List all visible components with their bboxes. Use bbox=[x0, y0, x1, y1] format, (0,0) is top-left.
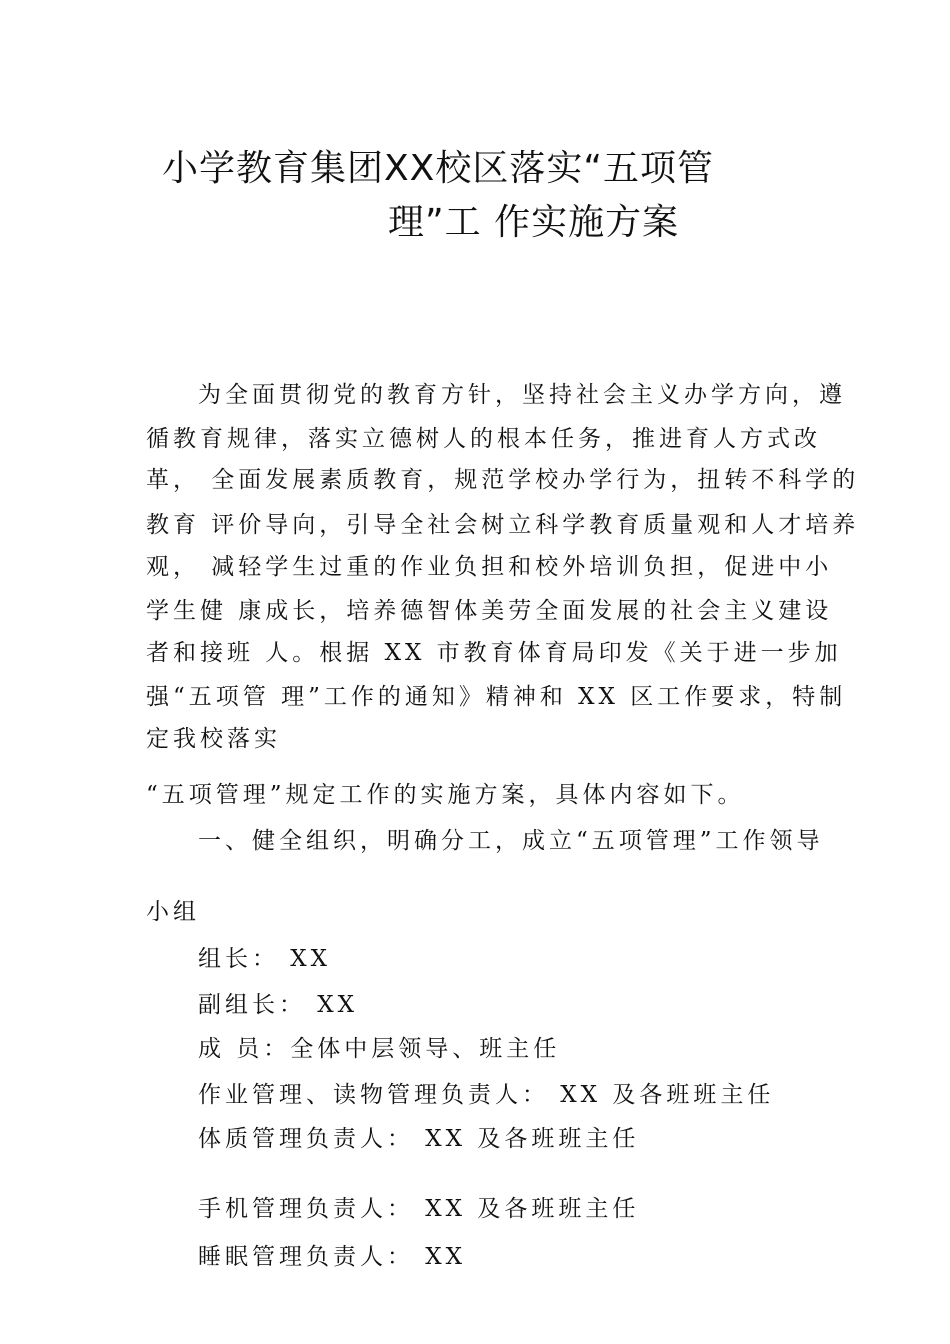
member-line-homework-reading: 作业管理、读物管理负责人： XX 及各班班主任 bbox=[198, 1082, 775, 1108]
paragraph-line: 者和接班 人。根据 XX 市教育体育局印发《关于进一步加 bbox=[146, 640, 842, 666]
paragraph-line: 强“五项管 理”工作的通知》精神和 XX 区工作要求，特制 bbox=[146, 684, 847, 710]
paragraph-line: “五项管理”规定工作的实施方案，具体内容如下。 bbox=[146, 782, 745, 808]
paragraph-line: 观， 减轻学生过重的作业负担和校外培训负担，促进中小 bbox=[146, 554, 833, 580]
member-line-phone: 手机管理负责人： XX 及各班班主任 bbox=[198, 1196, 640, 1222]
paragraph-line: 为全面贯彻党的教育方针，坚持社会主义办学方向，遵 bbox=[198, 382, 846, 408]
section-heading-continuation: 小组 bbox=[146, 899, 200, 925]
member-line-physical: 体质管理负责人： XX 及各班班主任 bbox=[198, 1126, 640, 1152]
paragraph-line: 学生健 康成长，培养德智体美劳全面发展的社会主义建设 bbox=[146, 598, 833, 624]
paragraph-line: 定我校落实 bbox=[146, 726, 281, 752]
paragraph-line: 革， 全面发展素质教育，规范学校办学行为，扭转不科学的 bbox=[146, 467, 860, 493]
member-line-sleep: 睡眠管理负责人： XX bbox=[198, 1244, 467, 1270]
member-line-deputy-leader: 副组长： XX bbox=[198, 992, 359, 1018]
member-line-leader: 组长： XX bbox=[198, 946, 332, 972]
member-line-members: 成 员：全体中层领导、班主任 bbox=[198, 1036, 561, 1062]
document-title-line-1: 小学教育集团XX校区落实“五项管 bbox=[162, 148, 714, 189]
paragraph-line: 循教育规律，落实立德树人的根本任务，推进育人方式改 bbox=[146, 426, 821, 452]
section-heading: 一、健全组织，明确分工，成立“五项管理”工作领导 bbox=[198, 828, 824, 854]
paragraph-line: 教育 评价导向，引导全社会树立科学教育质量观和人才培养 bbox=[146, 512, 860, 538]
document-title-line-2: 理”工 作实施方案 bbox=[388, 202, 680, 243]
